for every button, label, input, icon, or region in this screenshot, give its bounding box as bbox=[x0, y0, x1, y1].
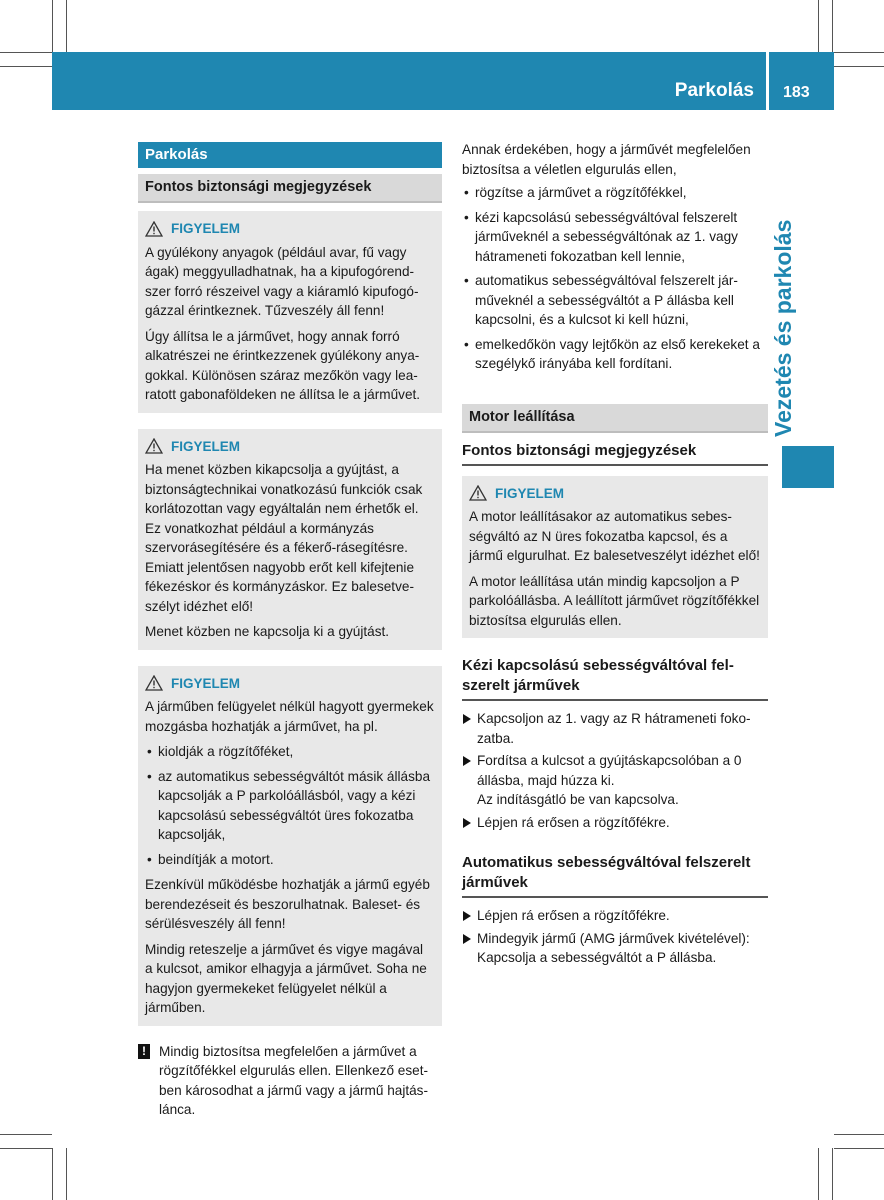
crop-mark bbox=[0, 52, 52, 53]
warning-box bbox=[138, 211, 442, 413]
warning-triangle-icon bbox=[469, 485, 487, 501]
crop-mark bbox=[834, 66, 884, 67]
crop-mark bbox=[818, 1148, 819, 1200]
step-text: Fordítsa a kulcsot a gyújtáskapcsolóban a 0 állásba, majd húzza ki. bbox=[477, 753, 742, 788]
crop-mark bbox=[66, 0, 67, 52]
warning-list bbox=[145, 742, 434, 869]
crop-mark bbox=[832, 0, 833, 52]
warning-label: FIGYELEM bbox=[495, 485, 565, 501]
crop-mark bbox=[818, 0, 819, 52]
step-item bbox=[462, 751, 768, 810]
page-number: 183 bbox=[783, 84, 810, 101]
page-header bbox=[52, 52, 766, 110]
list-item: • rögzítse a járművet a rögzítőfékkel, bbox=[462, 183, 768, 203]
warning-box bbox=[138, 429, 442, 650]
list-item: • kioldják a rögzítőféket, bbox=[145, 742, 434, 762]
section-title: Parkolás bbox=[138, 142, 442, 168]
warning-label: FIGYELEM bbox=[171, 675, 241, 691]
warning-text: A motor leállítása után mindig kapcsoljon a P parkolóállásba. A leállított járművet rögzítőfékkel biztosítsa elgurulás ellen. bbox=[469, 573, 760, 628]
note bbox=[138, 1042, 442, 1120]
warning-text: A járműben felügyelet nélkül hagyott gyermekek mozgásba hozhatják a járművet, ha pl. bbox=[145, 699, 434, 734]
precaution-list bbox=[462, 183, 768, 374]
note-text: Mindig biztosítsa megfelelően a járművet a rögzítőfékkel elgurulás ellen. Ellenkező esetben károsodhat a jármű vagy a jármű hajtáslánca. bbox=[159, 1043, 429, 1117]
warning-triangle-icon bbox=[145, 675, 163, 691]
step-item: Mindegyik jármű (AMG járművek kivételével): Kapcsolja a sebességváltót a P állásba. bbox=[462, 929, 768, 968]
warning-text: Ezenkívül működésbe hozhatják a jármű egyéb berendezéseit és beszorulhatnak. Baleset- és sérülésveszély áll fenn! bbox=[145, 877, 430, 931]
automatic-steps bbox=[462, 906, 768, 968]
warning-triangle-icon bbox=[145, 221, 163, 237]
section-title: Motor leállítása bbox=[462, 404, 768, 433]
crop-mark bbox=[52, 1148, 53, 1200]
page-number-box bbox=[769, 52, 834, 110]
list-item: • automatikus sebességváltóval felszerelt járműveknél a sebességváltót a P állásba kell kapcsolni, és a kulcsot ki kell húzni, bbox=[462, 271, 768, 330]
warning-label: FIGYELEM bbox=[171, 438, 241, 454]
crop-mark bbox=[52, 0, 53, 52]
warning-text: Úgy állítsa le a járművet, hogy annak forró alkatrészei ne érintkezzenek gyúlékony anyagokkal. Különösen száraz mezőkön vagy learatott gabonaföldeken ne állítsa le a járművet. bbox=[145, 328, 421, 402]
side-tab-marker bbox=[782, 446, 834, 488]
warning-text: Mindig reteszelje a járművet és vigye magával a kulcsot, amikor elhagyja a járművet. Soha ne hagyjon gyermekeket felügyelet nélkül a járműben. bbox=[145, 941, 427, 1015]
exclamation-icon: ! bbox=[138, 1044, 150, 1059]
step-item: Lépjen rá erősen a rögzítőfékre. bbox=[462, 813, 768, 833]
crop-mark bbox=[66, 1148, 67, 1200]
crop-mark bbox=[0, 1148, 52, 1149]
automatic-transmission-heading: Automatikus sebességváltóval felszerelt járművek bbox=[462, 853, 768, 898]
warning-box bbox=[462, 476, 768, 639]
step-result: Az indításgátló be van kapcsolva. bbox=[477, 792, 679, 807]
crop-mark bbox=[834, 52, 884, 53]
manual-transmission-heading: Kézi kapcsolású sebességváltóval felszerelt járművek bbox=[462, 656, 768, 701]
left-column bbox=[138, 142, 442, 1120]
warning-box bbox=[138, 666, 442, 1026]
warning-text: Menet közben ne kapcsolja ki a gyújtást. bbox=[145, 624, 390, 639]
list-item: • kézi kapcsolású sebességváltóval felszerelt járműveknél a sebességváltónak az 1. vagy hátrameneti fokozatban kell lennie, bbox=[462, 208, 768, 267]
warning-text: A gyúlékony anyagok (például avar, fű vagy ágak) meggyulladhatnak, ha a kipufogórendszer forró részeivel vagy a kiáramló kipufogógázzal érintkeznek. Tűzveszély áll fenn! bbox=[145, 244, 419, 318]
subsection-title: Fontos biztonsági megjegyzések bbox=[462, 441, 768, 466]
side-tab-label: Vezetés és parkolás bbox=[770, 219, 796, 437]
crop-mark bbox=[834, 1148, 884, 1149]
warning-label: FIGYELEM bbox=[171, 221, 241, 236]
warning-text: Ha menet közben kikapcsolja a gyújtást, a biztonságtechnikai vonatkozású funkciók csak korlátozottan vagy egyáltalán nem érhetők el. Ez vonatkozhat például a kormányzás szervorásegítésére és a fékerő-rásegítésre. Emiatt jelentősen nagyobb erőt kell kifejtenie fékezéskor és kormányzáskor. Ez balesetveszélyt idézhet elő! bbox=[145, 462, 423, 614]
crop-mark bbox=[832, 1148, 833, 1200]
crop-mark bbox=[834, 1134, 884, 1135]
right-column bbox=[462, 140, 768, 971]
list-item: • emelkedőkön vagy lejtőkön az első kerekeket a szegélykő irányába kell fordítani. bbox=[462, 335, 768, 374]
list-item: • beindítják a motort. bbox=[145, 850, 434, 870]
header-title: Parkolás bbox=[674, 80, 754, 101]
intro-text: Annak érdekében, hogy a járművét megfelelően biztosítsa a véletlen elgurulás ellen, bbox=[462, 142, 751, 177]
subsection-title: Fontos biztonsági megjegyzések bbox=[138, 174, 442, 203]
warning-text: A motor leállításakor az automatikus sebességváltó az N üres fokozatba kapcsol, és a jármű elgurulhat. Ez balesetveszélyt idézhet elő! bbox=[469, 509, 760, 563]
manual-steps bbox=[462, 709, 768, 832]
step-item: Lépjen rá erősen a rögzítőfékre. bbox=[462, 906, 768, 926]
warning-triangle-icon bbox=[145, 438, 163, 454]
step-item: Kapcsoljon az 1. vagy az R hátrameneti fokozatba. bbox=[462, 709, 768, 748]
list-item: • az automatikus sebességváltót másik állásba kapcsolják a P parkolóállásból, vagy a kézi kapcsolású sebességváltót üres fokozatba kapcsolják, bbox=[145, 767, 434, 845]
crop-mark bbox=[0, 1134, 52, 1135]
crop-mark bbox=[0, 66, 52, 67]
